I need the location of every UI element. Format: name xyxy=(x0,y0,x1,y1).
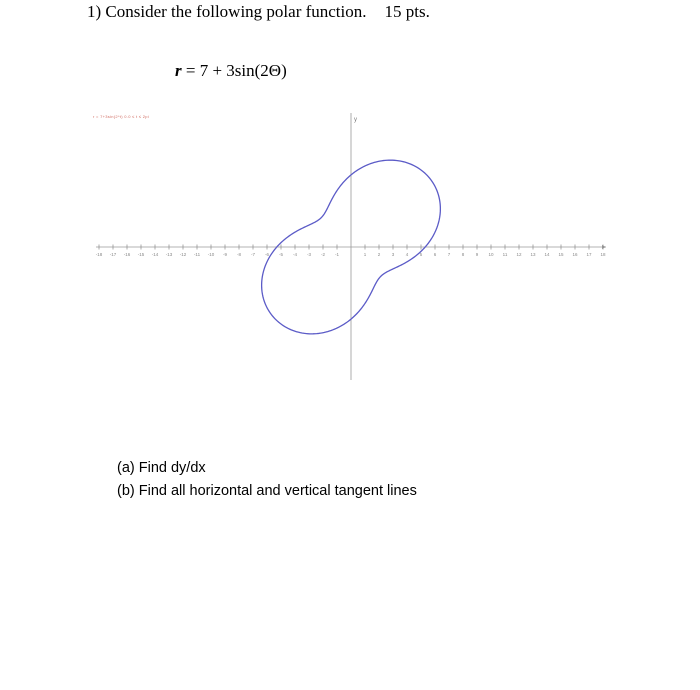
x-tick-label: 18 xyxy=(600,252,606,257)
x-tick-label: 5 xyxy=(419,252,423,257)
graph-axes xyxy=(96,113,606,380)
graph-legend: r = 7+3sin(2*t) 0.0 ≤ t ≤ 2pi xyxy=(93,114,150,119)
equation-variable: r xyxy=(175,61,182,80)
x-tick-label: -10 xyxy=(207,252,215,257)
x-tick-label: 2 xyxy=(377,252,381,257)
x-tick-label: -12 xyxy=(179,252,187,257)
x-tick-label: 4 xyxy=(405,252,409,257)
x-tick-label: 16 xyxy=(572,252,578,257)
x-tick-label: -17 xyxy=(109,252,117,257)
x-tick-label: 6 xyxy=(433,252,437,257)
problem-points: 15 pts. xyxy=(384,2,430,21)
x-tick-label: -1 xyxy=(334,252,340,257)
x-tick-label: -6 xyxy=(264,252,270,257)
x-tick-label: 9 xyxy=(475,252,479,257)
part-a: (a) Find dy/dx xyxy=(117,460,206,476)
x-tick-label: 11 xyxy=(502,252,508,257)
equation-rhs: = 7 + 3sin(2Θ) xyxy=(181,61,287,80)
y-axis-label: y xyxy=(354,117,357,123)
x-tick-label: -9 xyxy=(222,252,228,257)
part-b: (b) Find all horizontal and vertical tangent lines xyxy=(117,483,417,499)
problem-prompt: 1) Consider the following polar function. xyxy=(87,2,367,21)
x-tick-label: 8 xyxy=(461,252,465,257)
x-tick-label: 7 xyxy=(447,252,451,257)
x-tick-label: -5 xyxy=(278,252,284,257)
x-tick-label: 14 xyxy=(544,252,550,257)
x-tick-label: -16 xyxy=(123,252,131,257)
x-tick-label: 3 xyxy=(391,252,395,257)
x-tick-label: -14 xyxy=(151,252,159,257)
x-tick-label: -3 xyxy=(306,252,312,257)
x-tick-label: -13 xyxy=(165,252,173,257)
x-tick-label: 15 xyxy=(558,252,564,257)
x-tick-label: -8 xyxy=(236,252,242,257)
x-tick-label: 12 xyxy=(516,252,522,257)
question-parts xyxy=(117,457,417,503)
x-tick-label: -4 xyxy=(292,252,298,257)
x-tick-label: 17 xyxy=(586,252,592,257)
x-tick-label: -18 xyxy=(95,252,103,257)
x-tick-label: 13 xyxy=(530,252,536,257)
x-tick-label: -15 xyxy=(137,252,145,257)
x-tick-label: 1 xyxy=(363,252,367,257)
x-axis-arrow xyxy=(602,245,606,249)
x-tick-label: -7 xyxy=(250,252,256,257)
x-tick-label: -11 xyxy=(193,252,201,257)
x-tick-label: -2 xyxy=(320,252,326,257)
x-tick-label: 10 xyxy=(488,252,494,257)
